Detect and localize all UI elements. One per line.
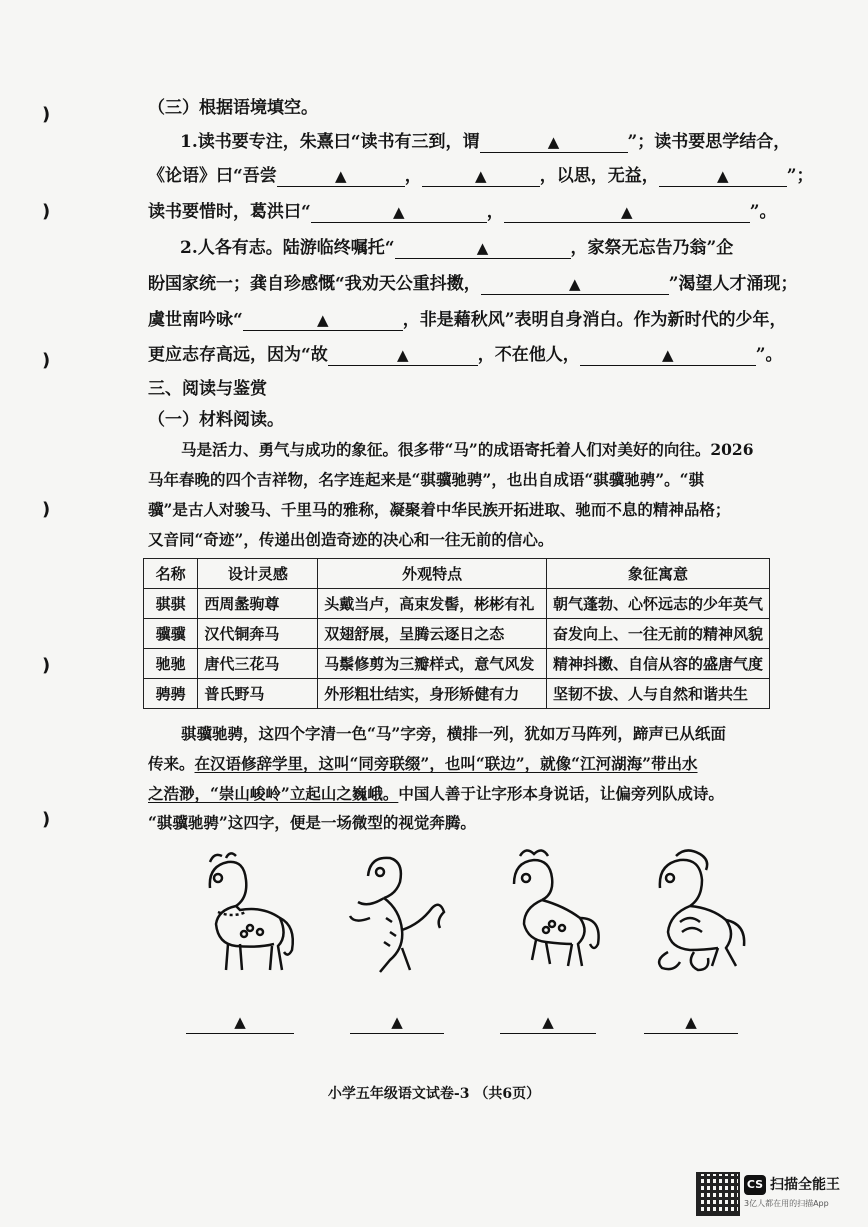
horse-answer-blank[interactable]: ▲ (500, 1013, 596, 1034)
margin-mark: ) (42, 809, 51, 830)
horse-answer-blank[interactable]: ▲ (644, 1013, 738, 1034)
answer-blank[interactable]: ▲ (480, 132, 628, 153)
camscanner-logo-icon: CS (744, 1175, 766, 1195)
margin-mark: ) (42, 499, 51, 520)
scanner-app-tagline: 3亿人都在用的扫描App (744, 1199, 829, 1208)
para1-line: 又音同“奇迹”，传递出创造奇迹的决心和一往无前的信心。 (148, 530, 554, 549)
table-cell: 头戴当卢，高束发髻，彬彬有礼 (318, 589, 547, 619)
table-cell: 汉代铜奔马 (198, 619, 318, 649)
horse-illustration-jiji (340, 848, 450, 978)
para1-line: 骥”是古人对骏马、千里马的雅称，凝聚着中华民族开拓进取、驰而不息的精神品格； (148, 500, 731, 519)
table-cell: 外形粗壮结实，身形矫健有力 (318, 679, 547, 709)
answer-blank[interactable]: ▲ (243, 310, 403, 331)
table-cell: 西周盠驹尊 (198, 589, 318, 619)
para2-line: 骐骥驰骋，这四个字清一色“马”字旁，横排一列，犹如万马阵列，蹄声已从纸面 (181, 724, 726, 743)
underlined-text: 在汉语修辞学里，这叫“同旁联缀”，也叫“联边”，就像“江河湖海”带出水 (194, 754, 698, 773)
table-cell: 精神抖擞、自信从容的盛唐气度 (546, 649, 769, 679)
answer-blank[interactable]: ▲ (328, 345, 478, 366)
margin-mark: ) (42, 655, 51, 676)
table-header-cell: 名称 (144, 559, 198, 589)
q1-line-1: 1.读书要专注，朱熹曰“读书有三到，谓 ▲ ”；读书要思学结合， (180, 132, 791, 152)
table-cell: 双翅舒展，呈腾云逐日之态 (318, 619, 547, 649)
q2-line-4: 更应志存高远，因为“故 ▲ ，不在他人， ▲ ”。 (148, 345, 783, 365)
answer-blank[interactable]: ▲ (395, 238, 571, 259)
answer-blank[interactable]: ▲ (659, 166, 787, 187)
section-reading-subheading: （一）材料阅读。 (148, 410, 284, 430)
table-cell: 骥骥 (144, 619, 198, 649)
q2-line-1: 2.人各有志。陆游临终嘱托“ ▲ ，家祭无忘告乃翁”企 (180, 238, 734, 258)
q1-line-3: 读书要惜时，葛洪曰“ ▲ ， ▲ ”。 (148, 202, 777, 222)
horse-illustration-qiqi (188, 848, 298, 978)
answer-blank[interactable]: ▲ (504, 202, 750, 223)
para2-line: 传来。在汉语修辞学里，这叫“同旁联缀”，也叫“联边”，就像“江河湖海”带出水 (148, 754, 698, 773)
q1-line-2: 《论语》曰“吾尝 ▲ ， ▲ ，以思，无益， ▲ ”； (148, 166, 814, 186)
underlined-text: 之浩渺，“崇山峻岭”立起山之巍峨。 (148, 784, 399, 803)
mascot-table (143, 558, 770, 709)
table-cell: 驰驰 (144, 649, 198, 679)
para2-line: “骐骥驰骋”这四字，便是一场微型的视觉奔腾。 (148, 813, 476, 832)
answer-blank[interactable]: ▲ (422, 166, 540, 187)
page-footer: 小学五年级语文试卷-3 （共6页） (327, 1086, 541, 1102)
table-header-cell: 象征寓意 (546, 559, 769, 589)
table-cell: 唐代三花马 (198, 649, 318, 679)
para2-line: 之浩渺，“崇山峻岭”立起山之巍峨。中国人善于让字形本身说话，让偏旁列队成诗。 (148, 784, 724, 803)
section-fill-heading: （三）根据语境填空。 (148, 98, 318, 118)
table-row (144, 589, 770, 619)
table-header-cell: 外观特点 (318, 559, 547, 589)
horse-illustration-chengcheng (640, 848, 750, 978)
table-cell: 奋发向上、一往无前的精神风貌 (546, 619, 769, 649)
table-row (144, 679, 770, 709)
table-row (144, 649, 770, 679)
table-cell: 骋骋 (144, 679, 198, 709)
margin-mark: ) (42, 350, 51, 371)
answer-blank[interactable]: ▲ (311, 202, 487, 223)
horse-illustration-chichi (498, 848, 608, 978)
horse-answer-blank[interactable]: ▲ (186, 1013, 294, 1034)
table-cell: 坚韧不拔、人与自然和谐共生 (546, 679, 769, 709)
margin-mark: ) (42, 201, 51, 222)
table-cell: 朝气蓬勃、心怀远志的少年英气 (546, 589, 769, 619)
answer-blank[interactable]: ▲ (481, 274, 669, 295)
table-cell: 马鬃修剪为三瓣样式，意气风发 (318, 649, 547, 679)
qr-code-icon (696, 1172, 740, 1216)
scanner-app-name: 扫描全能王 (770, 1177, 840, 1193)
margin-mark: ) (42, 104, 51, 125)
horse-answer-blank[interactable]: ▲ (350, 1013, 444, 1034)
table-header-row (144, 559, 770, 589)
answer-blank[interactable]: ▲ (580, 345, 756, 366)
q2-line-3: 虞世南吟咏“ ▲ ，非是藉秋风”表明自身消白。作为新时代的少年， (148, 310, 787, 330)
para1-line: 马年春晚的四个吉祥物，名字连起来是“骐骥驰骋”，也出自成语“骐骥驰骋”。“骐 (148, 470, 705, 489)
table-header-cell: 设计灵感 (198, 559, 318, 589)
answer-blank[interactable]: ▲ (277, 166, 405, 187)
section-reading-heading: 三、阅读与鉴赏 (148, 379, 267, 399)
q2-line-2: 盼国家统一；龚自珍感慨“我劝天公重抖擞， ▲ ”渴望人才涌现； (148, 274, 798, 294)
para1-line: 马是活力、勇气与成功的象征。很多带“马”的成语寄托着人们对美好的向往。2026 (181, 440, 754, 459)
table-row (144, 619, 770, 649)
table-cell: 普氏野马 (198, 679, 318, 709)
table-cell: 骐骐 (144, 589, 198, 619)
